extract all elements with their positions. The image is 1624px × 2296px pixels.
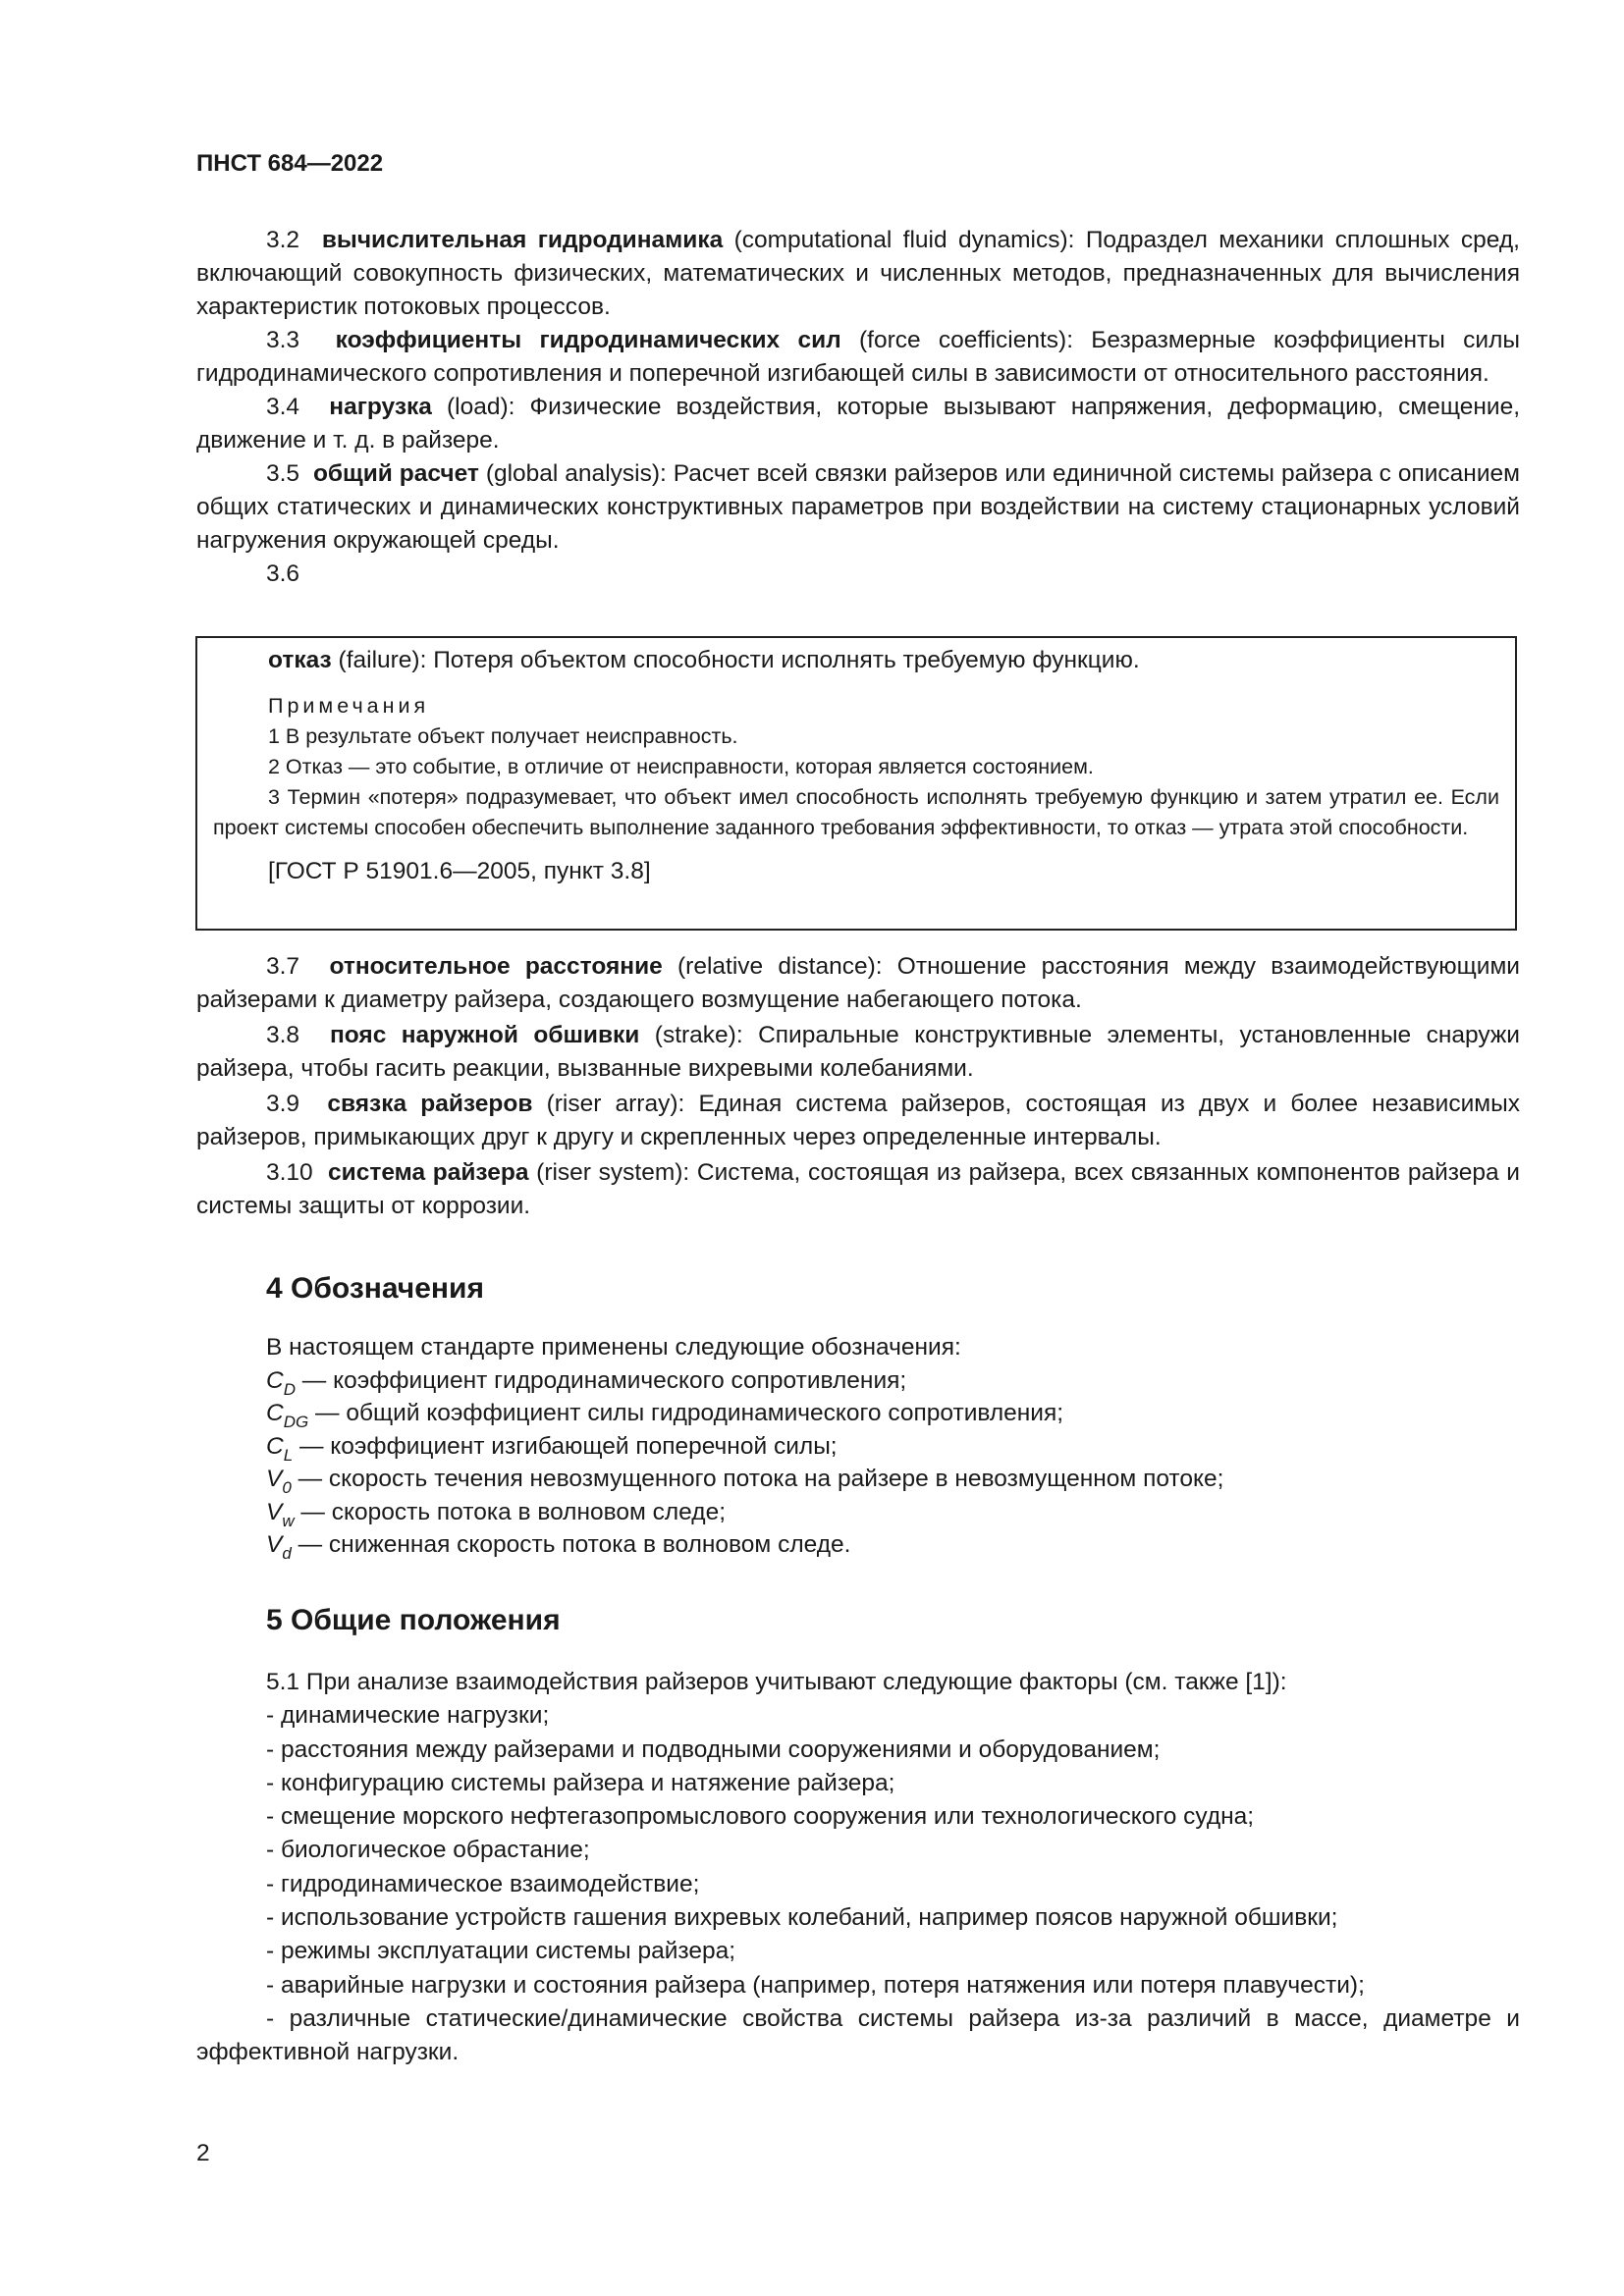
term: нагрузка — [329, 394, 432, 420]
document-header: ПНСТ 684—2022 — [196, 150, 384, 177]
note-2: 2 Отказ — это событие, в отличие от неисправности, которая является состоянием. — [268, 755, 1094, 778]
definition-text: (load): Физические воздействия, которые вызывают напряжения, деформацию, смещение, движение и т. д. в райзере. — [196, 394, 1520, 454]
symbol-subscript: DG — [283, 1413, 309, 1431]
definition-text: (riser array): Единая система райзеров, состоящая из двух и более независимых райзеров, примыкающих друг к другу и скрепленных через определенные интервалы. — [196, 1091, 1520, 1150]
section-4-heading: 4 Обозначения — [266, 1272, 484, 1305]
list-item: - различные статические/динамические свойства системы райзера из-за различий в массе, диаметре и эффективной нагрузки. — [196, 2004, 1520, 2066]
symbol: C — [266, 1400, 284, 1426]
symbol-v0 — [266, 1463, 1520, 1496]
definition-text: (force coefficients): Безразмерные коэффициенты силы гидродинамического сопротивления и поперечной изгибающей силы в зависимости от относительного расстояния. — [196, 327, 1520, 387]
list-item: - биологическое обрастание; — [266, 1837, 590, 1864]
source-reference: [ГОСТ Р 51901.6—2005, пункт 3.8] — [268, 858, 651, 884]
symbol: V — [266, 1498, 283, 1525]
symbol-description: — скорость потока в волновом следе; — [294, 1498, 726, 1525]
symbol-subscript: D — [283, 1379, 296, 1399]
section-4-symbols — [266, 1331, 1520, 1562]
definition-3-4 — [196, 391, 1520, 457]
list-item: - расстояния между райзерами и подводными сооружениями и оборудованием; — [266, 1735, 1161, 1763]
symbol-description: — коэффициент гидродинамического сопротивления; — [295, 1366, 907, 1394]
term: вычислительная гидродинамика — [321, 227, 724, 253]
list-item: - аварийные нагрузки и состояния райзера (например, потеря натяжения или потеря плавучести); — [266, 1971, 1365, 1999]
list-item: - конфигурацию системы райзера и натяжение райзера; — [266, 1769, 895, 1796]
list-item: - гидродинамическое взаимодействие; — [266, 1870, 700, 1897]
symbol-description: — коэффициент изгибающей поперечной силы; — [293, 1432, 838, 1460]
definition-3-7 — [196, 950, 1520, 1017]
symbol: V — [266, 1466, 283, 1492]
symbol-description: — сниженная скорость потока в волновом следе. — [291, 1531, 851, 1558]
term: связка райзеров — [327, 1091, 533, 1117]
list-item: - динамические нагрузки; — [266, 1702, 550, 1730]
clause-number: 3.2 — [266, 227, 300, 253]
clause-number: 3.7 — [266, 953, 300, 980]
definition-3-6 — [196, 558, 1520, 591]
symbol-subscript: w — [282, 1511, 295, 1530]
definition-3-8 — [196, 1019, 1520, 1086]
definition-3-9 — [196, 1088, 1520, 1154]
definition-text: (failure): Потеря объектом способности исполнять требуемую функцию. — [331, 647, 1140, 673]
section-3-definitions-continued — [196, 950, 1520, 1223]
definition-3-3 — [196, 324, 1520, 391]
symbol-vd — [266, 1528, 1520, 1562]
list-item: - смещение морского нефтегазопромыслового сооружения или технологического судна; — [266, 1803, 1255, 1831]
term: относительное расстояние — [329, 953, 663, 980]
term: общий расчет — [312, 460, 479, 487]
definition-text: (relative distance): Отношение расстояния между взаимодействующими райзерами к диаметру райзера, создающего возмущение набегающего потока. — [196, 953, 1520, 1013]
clause-number: 3.8 — [266, 1022, 300, 1048]
symbol-vw — [266, 1496, 1520, 1529]
section-3-definitions — [196, 224, 1520, 591]
symbol-description: — общий коэффициент силы гидродинамического сопротивления; — [308, 1400, 1064, 1426]
clause-number: 3.6 — [266, 561, 300, 587]
list-item: - режимы эксплуатации системы райзера; — [266, 1938, 736, 1965]
symbol: C — [266, 1432, 284, 1460]
symbol-cd — [266, 1364, 1520, 1398]
clause-number: 3.4 — [266, 394, 300, 420]
clause-5-1: 5.1 При анализе взаимодействия райзеров учитывают следующие факторы (см. также [1]): — [266, 1669, 1287, 1695]
clause-number: 3.10 — [266, 1159, 313, 1186]
clause-number: 3.3 — [266, 327, 300, 353]
symbol-subscript: d — [282, 1544, 292, 1563]
symbol-cl — [266, 1430, 1520, 1464]
definition-text: (riser system): Система, состоящая из райзера, всех связанных компонентов райзера и системы защиты от коррозии. — [196, 1159, 1520, 1219]
definition-text: (global analysis): Расчет всей связки райзеров или единичной системы райзера с описанием общих статических и динамических конструктивных параметров при воздействии на систему стационарных условий нагружения окружающей среды. — [196, 460, 1520, 554]
term: система райзера — [328, 1159, 529, 1186]
term: коэффициенты гидродинамических сил — [335, 327, 841, 353]
notes-title: Примечания — [268, 694, 430, 718]
section-5-heading: 5 Общие положения — [266, 1604, 561, 1636]
symbol: C — [266, 1366, 284, 1394]
symbol: V — [266, 1531, 283, 1558]
symbol-cdg — [266, 1397, 1520, 1430]
clause-number: 3.5 — [266, 460, 300, 487]
term: отказ — [268, 647, 332, 673]
section-5-general — [196, 1666, 1520, 2070]
page-number: 2 — [196, 2140, 210, 2166]
symbols-intro: В настоящем стандарте применены следующие обозначения: — [266, 1334, 961, 1361]
definition-text: (computational fluid dynamics): Подраздел механики сплошных сред, включающий совокупность физических, математических и численных методов, предназначенных для вычисления характеристик потоковых процессов. — [196, 227, 1520, 320]
note-3: 3 Термин «потеря» подразумевает, что объект имел способность исполнять требуемую функцию и затем утратил ее. Если проект системы способен обеспечить выполнение заданного требования эффективности, то отказ — утрата этой способности. — [213, 785, 1499, 839]
definition-box-failure — [195, 636, 1517, 931]
note-1: 1 В результате объект получает неисправность. — [268, 724, 738, 748]
box-definition — [213, 644, 1499, 677]
symbol-subscript: 0 — [282, 1478, 292, 1497]
clause-number: 3.9 — [266, 1091, 300, 1117]
list-item: - использование устройств гашения вихревых колебаний, например поясов наружной обшивки; — [266, 1904, 1338, 1932]
definition-3-5 — [196, 457, 1520, 558]
definition-3-2 — [196, 224, 1520, 324]
symbol-subscript: L — [283, 1445, 294, 1465]
symbol-description: — скорость течения невозмущенного потока на райзере в невозмущенном потоке; — [291, 1466, 1224, 1492]
definition-3-10 — [196, 1156, 1520, 1223]
definition-text: (strake): Спиральные конструктивные элементы, установленные снаружи райзера, чтобы гасить реакции, вызванные вихревыми колебаниями. — [196, 1022, 1520, 1082]
term: пояс наружной обшивки — [329, 1022, 640, 1048]
